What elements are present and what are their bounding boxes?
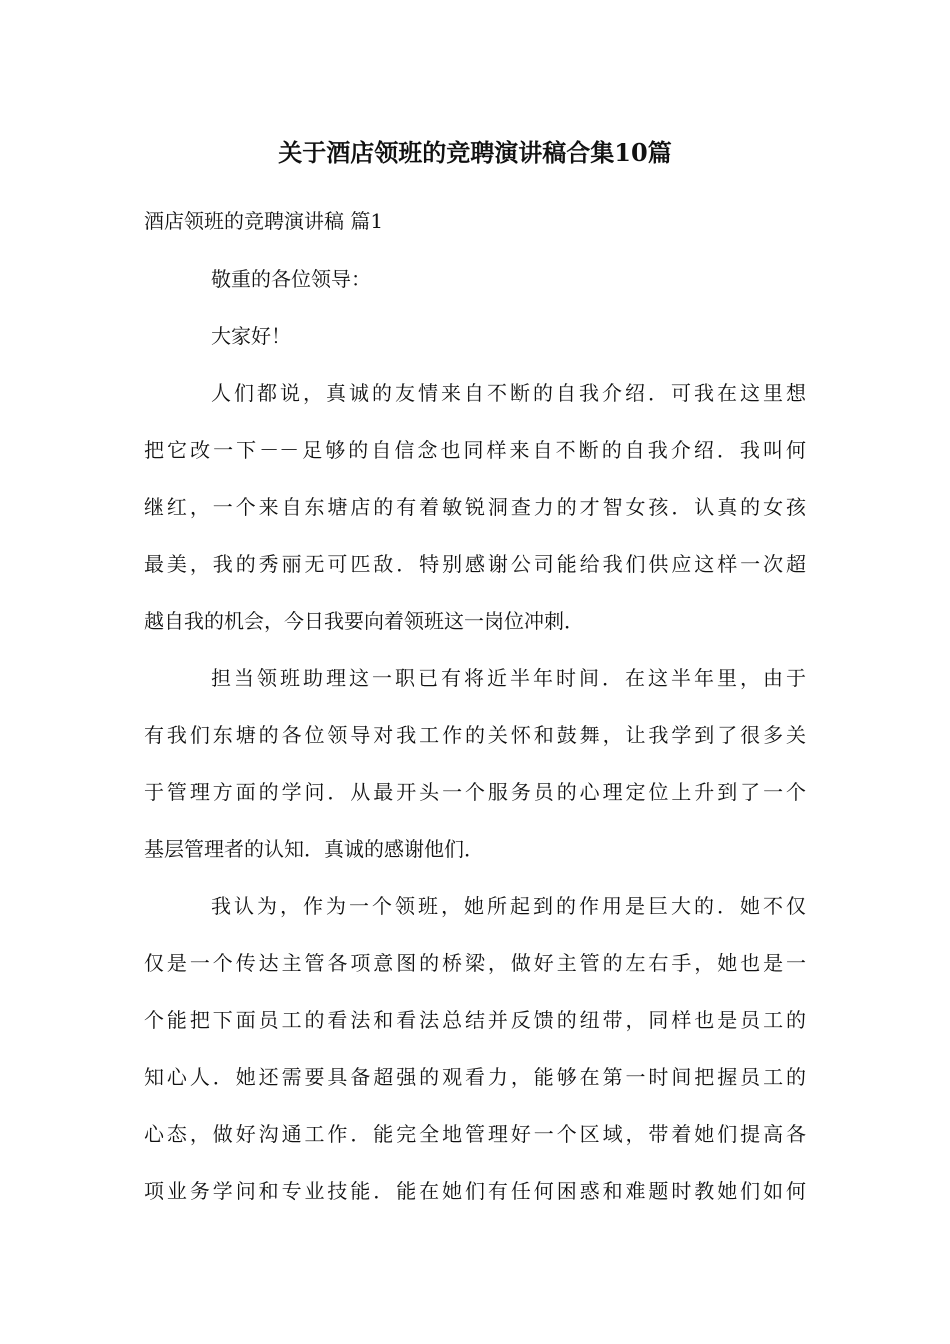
paragraph-line: 越自我的机会，今日我要向着领班这一岗位冲刺． <box>144 609 584 633</box>
greeting-line: 敬重的各位领导： <box>211 267 371 291</box>
section-heading: 酒店领班的竞聘演讲稿 篇1 <box>144 209 384 233</box>
paragraph-line: 有我们东塘的各位领导对我工作的关怀和鼓舞，让我学到了很多关 <box>144 723 806 747</box>
paragraph-line: 仅是一个传达主管各项意图的桥梁，做好主管的左右手，她也是一 <box>144 951 806 975</box>
document-title: 关于酒店领班的竞聘演讲稿合集10篇 <box>278 138 672 167</box>
paragraph-line: 项业务学问和专业技能．能在她们有任何困惑和难题时教她们如何 <box>144 1179 806 1203</box>
paragraph-line: 心态，做好沟通工作．能完全地管理好一个区域，带着她们提高各 <box>144 1122 806 1146</box>
paragraph-line: 知心人．她还需要具备超强的观看力，能够在第一时间把握员工的 <box>144 1065 806 1089</box>
paragraph-line: 我认为，作为一个领班，她所起到的作用是巨大的．她不仅 <box>211 894 806 918</box>
paragraph-line: 继红，一个来自东塘店的有着敏锐洞查力的才智女孩．认真的女孩 <box>144 495 806 519</box>
paragraph-line: 把它改一下－－足够的自信念也同样来自不断的自我介绍．我叫何 <box>144 438 806 462</box>
paragraph-line: 个能把下面员工的看法和看法总结并反馈的纽带，同样也是员工的 <box>144 1008 806 1032</box>
hello-line: 大家好！ <box>211 324 291 348</box>
paragraph-line: 基层管理者的认知．真诚的感谢他们． <box>144 837 484 861</box>
paragraph-line: 人们都说，真诚的友情来自不断的自我介绍．可我在这里想 <box>211 381 806 405</box>
paragraph-line: 最美，我的秀丽无可匹敌．特别感谢公司能给我们供应这样一次超 <box>144 552 806 576</box>
paragraph-line: 担当领班助理这一职已有将近半年时间．在这半年里，由于 <box>211 666 806 690</box>
paragraph-line: 于管理方面的学问．从最开头一个服务员的心理定位上升到了一个 <box>144 780 806 804</box>
